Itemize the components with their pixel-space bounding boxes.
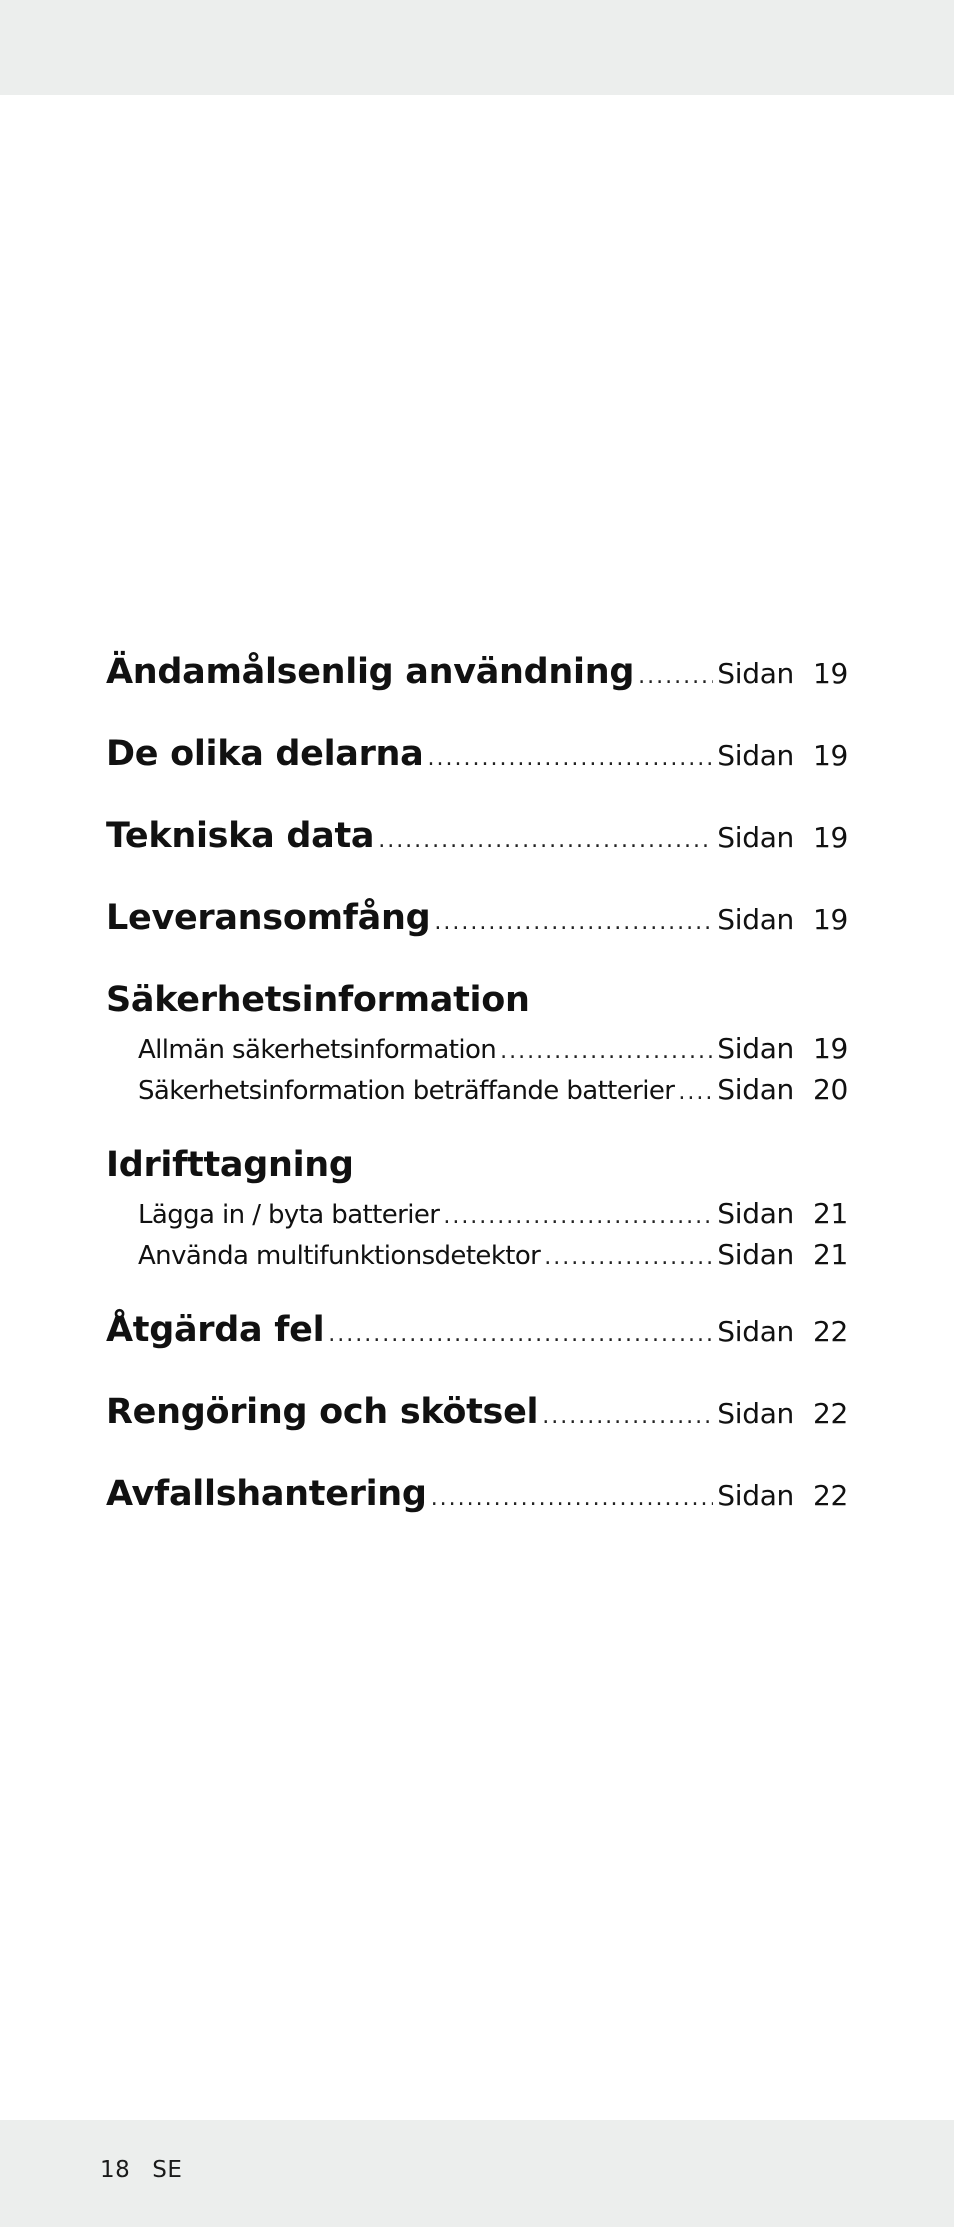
toc-section-heading-safety[interactable]: Säkerhetsinformation (106, 980, 530, 1020)
toc-page-ref: Sidan 20 (717, 1073, 848, 1106)
toc-page-ref: Sidan 22 (717, 1397, 848, 1430)
toc-subentry-title: Allmän säkerhetsinformation (138, 1035, 497, 1065)
page-number: 18 (100, 2157, 131, 2183)
toc-entry-scope-of-delivery[interactable] (106, 898, 848, 938)
toc-entry-title: Åtgärda fel (106, 1310, 325, 1350)
toc-entry-intended-use[interactable] (106, 652, 848, 692)
dot-leader (542, 1404, 713, 1429)
toc-subentry-general-safety[interactable] (106, 1032, 848, 1065)
toc-page-ref: Sidan 22 (717, 1479, 848, 1512)
toc-page-ref: Sidan 22 (717, 1315, 848, 1348)
toc-entry-title: Tekniska data (106, 816, 375, 856)
toc-page-ref: Sidan 19 (717, 657, 848, 690)
dot-leader (544, 1245, 713, 1270)
toc-entry-technical-data[interactable] (106, 816, 848, 856)
toc-entry-title: Ändamålsenlig användning (106, 652, 635, 692)
language-code: SE (152, 2157, 183, 2183)
toc-entry-title: Rengöring och skötsel (106, 1392, 539, 1432)
toc-entry-parts[interactable] (106, 734, 848, 774)
toc-section-heading-startup[interactable]: Idrifttagning (106, 1145, 354, 1185)
toc-subentry-title: Säkerhetsinformation beträffande batterier (138, 1076, 675, 1106)
toc-page-ref: Sidan 21 (717, 1238, 848, 1271)
header-band (0, 0, 954, 95)
toc-subentry-battery-safety[interactable] (106, 1073, 848, 1106)
dot-leader (328, 1322, 713, 1347)
page-footer (100, 2157, 182, 2183)
toc-subentry-use-detector[interactable] (106, 1238, 848, 1271)
toc-page-ref: Sidan 19 (717, 1032, 848, 1065)
toc-entry-cleaning[interactable] (106, 1392, 848, 1432)
toc-subentry-title: Lägga in / byta batterier (138, 1200, 440, 1230)
toc-entry-title: Avfallshantering (106, 1474, 427, 1514)
toc-entry-disposal[interactable] (106, 1474, 848, 1514)
toc-entry-title: De olika delarna (106, 734, 424, 774)
toc-entry-troubleshooting[interactable] (106, 1310, 848, 1350)
toc-page-ref: Sidan 19 (717, 739, 848, 772)
toc-page-ref: Sidan 19 (717, 903, 848, 936)
toc-subentry-insert-batteries[interactable] (106, 1197, 848, 1230)
toc-entry-title: Leveransomfång (106, 898, 431, 938)
toc-subentry-title: Använda multifunktionsdetektor (138, 1241, 541, 1271)
dot-leader (428, 746, 714, 771)
dot-leader (500, 1039, 713, 1064)
dot-leader (443, 1204, 713, 1229)
toc-page-ref: Sidan 21 (717, 1197, 848, 1230)
dot-leader (638, 664, 713, 689)
dot-leader (678, 1080, 713, 1105)
dot-leader (434, 910, 713, 935)
dot-leader (378, 828, 713, 853)
dot-leader (431, 1486, 714, 1511)
toc-page-ref: Sidan 19 (717, 821, 848, 854)
